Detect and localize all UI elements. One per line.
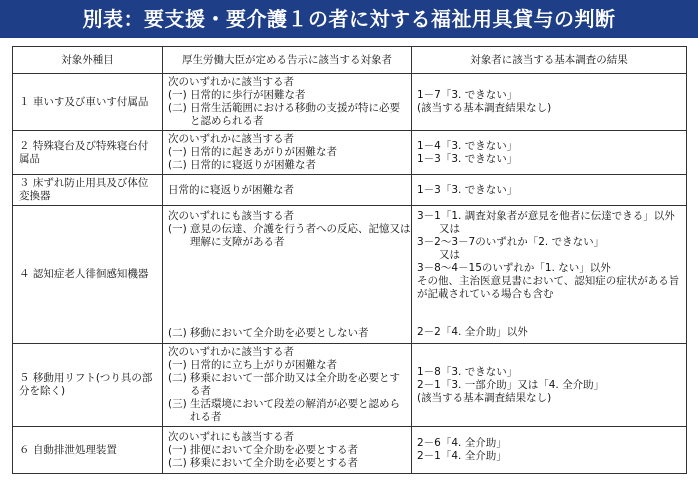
item-text: 分を除く)	[19, 385, 66, 397]
item-cell	[13, 206, 163, 344]
table-header-row	[13, 47, 687, 74]
spacer	[168, 275, 406, 301]
table-row	[13, 427, 687, 474]
result-text: (該当する基本調査結果なし)	[417, 391, 552, 404]
result-text: 1－7「3. できない」	[417, 89, 518, 101]
target-text: 日常的に寝返りが困難な者	[168, 183, 294, 196]
result-cell	[412, 427, 687, 474]
item-text: ６ 自動排泄処理装置	[19, 443, 117, 456]
result-text: 1－4「3. できない」	[417, 139, 518, 152]
item-text: １ 車いす及び車いす付属品	[19, 95, 149, 108]
result-cell	[412, 206, 687, 344]
result-text: が記載されている場合も含む	[417, 288, 554, 300]
result-text: その他、主治医意見書において、認知症の症状がある旨	[417, 275, 680, 287]
result-text: 2－1「3. 一部介助」又は「4. 全介助」	[417, 378, 605, 391]
target-text: (二) 日常的に寝返りが困難な者	[168, 159, 317, 171]
table-row	[13, 175, 687, 206]
result-text: 3－8～4－15のいずれか「1. ない」以外	[417, 262, 611, 274]
result-text: (該当する基本調査結果なし)	[417, 102, 552, 114]
page-title: 別表：要支援・要介護１の者に対する福祉用具貸与の判断	[0, 0, 698, 38]
target-text: (二) 移乗において一部介助又は全介助を必要とす	[168, 372, 401, 384]
target-text: れる者	[190, 411, 222, 423]
result-text: 3－2～3－7のいずれか「2. できない」	[417, 236, 605, 248]
target-text: 次のいずれにも該当する者	[168, 430, 294, 443]
target-cell	[163, 131, 412, 175]
target-text: 次のいずれかに該当する者	[168, 76, 294, 88]
target-text: と認められる者	[190, 115, 264, 127]
item-text: ２ 特殊寝台及び特殊寝台付	[19, 139, 149, 152]
target-text: (一) 日常的に立ち上がりが困難な者	[168, 359, 338, 371]
spacer	[168, 249, 406, 275]
result-text: 又は	[439, 249, 460, 261]
result-cell	[412, 344, 687, 427]
target-text: 次のいずれかに該当する者	[168, 346, 294, 358]
result-text: 1－3「3. できない」	[417, 183, 518, 196]
result-text: 3－1「1. 調査対象者が意見を他者に伝達できる」以外	[417, 210, 675, 222]
target-text: (一) 意見の伝達、介護を行う者への反応、記憶又は	[168, 222, 411, 235]
target-text: 次のいずれかに該当する者	[168, 133, 294, 145]
header-result: 対象者に該当する基本調査の結果	[412, 47, 687, 74]
item-text: 属品	[19, 152, 40, 165]
target-cell	[163, 175, 412, 206]
target-cell	[163, 344, 412, 427]
welfare-equipment-table	[12, 46, 687, 474]
target-text: 理解に支障がある者	[190, 235, 285, 248]
result-cell	[412, 131, 687, 175]
item-cell	[13, 427, 163, 474]
item-text: 変換器	[19, 190, 51, 202]
header-target: 厚生労働大臣が定める告示に該当する対象者	[163, 47, 412, 74]
result-text: 又は	[439, 223, 460, 235]
target-cell	[163, 427, 412, 474]
item-text: ５ 移動用リフト(つり具の部	[19, 372, 153, 384]
result-text: 1－8「3. できない」	[417, 365, 518, 378]
target-text: (二) 日常生活範囲における移動の支援が特に必要	[168, 102, 401, 114]
table-row	[13, 131, 687, 175]
header-item: 対象外種目	[13, 47, 163, 74]
target-cell	[163, 74, 412, 131]
result-text: 2－6「4. 全介助」	[417, 437, 507, 449]
result-text: 1－3「3. できない」	[417, 152, 518, 165]
item-text: ３ 床ずれ防止用具及び体位	[19, 177, 149, 189]
target-text: る者	[190, 385, 211, 397]
spacer	[168, 301, 406, 327]
item-cell	[13, 74, 163, 131]
target-text: (一) 日常的に歩行が困難な者	[168, 89, 306, 101]
item-text: ４ 認知症老人徘徊感知機器	[19, 268, 149, 280]
result-text: 2－1「4. 全介助」	[417, 450, 507, 462]
target-text: (三) 生活環境において段差の解消が必要と認めら	[168, 398, 401, 410]
target-text: (一) 排便において全介助を必要とする者	[168, 443, 359, 456]
spacer	[417, 301, 681, 326]
table-row	[13, 344, 687, 427]
table-row	[13, 74, 687, 131]
table-row	[13, 206, 687, 344]
target-text: (二) 移乗において全介助を必要とする者	[168, 456, 359, 469]
target-cell	[163, 206, 412, 344]
result-text: 2－2「4. 全介助」以外	[417, 326, 528, 338]
result-cell	[412, 175, 687, 206]
target-text: (一) 日常的に起きあがりが困難な者	[168, 146, 338, 158]
item-cell	[13, 175, 163, 206]
item-cell	[13, 344, 163, 427]
target-text: 次のいずれにも該当する者	[168, 209, 294, 222]
result-cell	[412, 74, 687, 131]
target-text: (二) 移動において全介助を必要としない者	[168, 326, 369, 339]
item-cell	[13, 131, 163, 175]
